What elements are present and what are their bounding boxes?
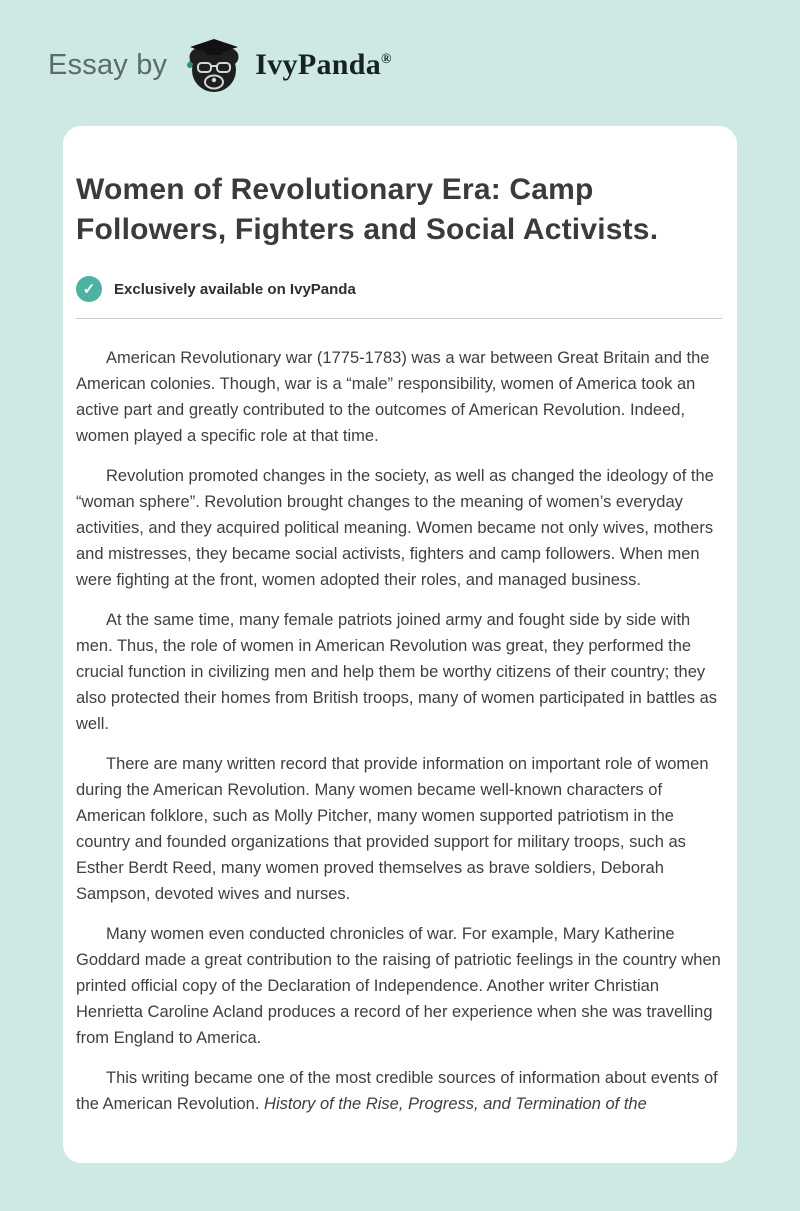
availability-label: Exclusively available on IvyPanda <box>114 280 356 298</box>
essay-paragraph: American Revolutionary war (1775-1783) was a war between Great Britain and the American colonies. Though, war is a “male” responsibility, women of America took an active part and greatly contributed to the outcomes of American Revolution. Indeed, women played a specific role at that time. <box>76 349 710 445</box>
essay-paragraph: Many women even conducted chronicles of war. For example, Mary Katherine Goddard made a great contribution to the raising of patriotic feelings in the country when printed official copy of the Declaration of Independence. Another writer Christian Henrietta Caroline Acland produces a record of her experience when she was travelling from England to America. <box>76 925 721 1047</box>
book-title-italic: History of the Rise, Progress, and Termination of the <box>264 1095 647 1113</box>
essay-body <box>76 345 722 1117</box>
brand-name: IvyPanda® <box>255 48 392 81</box>
registered-mark: ® <box>381 52 392 67</box>
essay-paragraph: There are many written record that provide information on important role of women during the American Revolution. Many women became well-known characters of American folklore, such as Molly Pitcher, many women supported patriotism in the country and founded organizations that provided support for military troops, such as Esther Berdt Reed, many women proved themselves as brave soldiers, Deborah Sampson, devoted wives and nurses. <box>76 755 709 903</box>
ivypanda-brand-link[interactable] <box>183 36 392 94</box>
check-icon: ✓ <box>76 276 102 302</box>
essay-by-label: Essay by <box>48 48 168 81</box>
panda-graduate-icon <box>183 36 245 94</box>
availability-badge <box>76 276 722 302</box>
essay-paragraph: At the same time, many female patriots joined army and fought side by side with men. Thus, the role of women in American Revolution was great, they performed the crucial function in civilizing men and help them be worthy citizens of their country; they also protected their homes from British troops, many of women participated in battles as well. <box>76 611 718 733</box>
essay-paragraph: Revolution promoted changes in the society, as well as changed the ideology of the “woman sphere”. Revolution brought changes to the meaning of women’s everyday activities, and they acquired political meaning. Women became not only wives, mothers and mistresses, they became social activists, fighters and camp followers. When men were fighting at the front, women adopted their roles, and managed business. <box>76 467 714 589</box>
essay-paragraph <box>76 1065 722 1117</box>
divider <box>76 318 722 319</box>
page-header <box>0 0 800 120</box>
essay-card <box>63 126 737 1163</box>
closing-text: This writing became one of the most credible sources of information about events of the American Revolution. <box>76 1069 718 1113</box>
essay-title: Women of Revolutionary Era: Camp Followers, Fighters and Social Activists. <box>76 173 659 246</box>
